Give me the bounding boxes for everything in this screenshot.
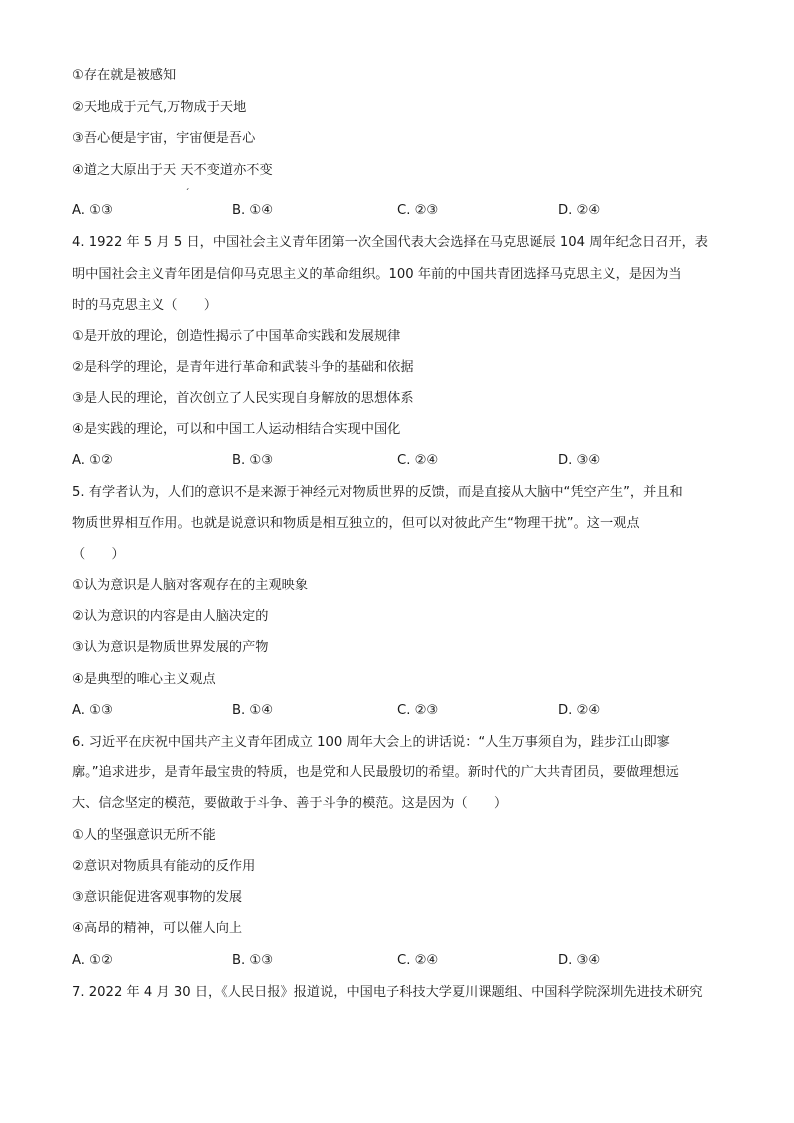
q6-stem-line-1: 6. 习近平在庆祝中国共产主义青年团成立 100 周年大会上的讲话说：“人生万事须自为，跬步江山即寥 [72, 735, 670, 750]
q4-option-d: D. ③④ [558, 453, 601, 468]
q4-statement-1: ①是开放的理论，创造性揭示了中国革命实践和发展规律 [72, 329, 401, 344]
q4-stem-line-1: 4. 1922 年 5 月 5 日，中国社会主义青年团第一次全国代表大会选择在马克思诞辰 104 周年纪念日召开，表 [72, 235, 708, 250]
q5-option-a: A. ①③ [72, 703, 113, 718]
q3-stray-mark: ˏ [185, 181, 190, 191]
q5-stem-line-2: 物质世界相互作用。也就是说意识和物质是相互独立的，但可以对彼此产生“物理干扰”。这一观点 [72, 516, 640, 531]
q6-stem-line-2: 廓。”追求进步，是青年最宝贵的特质，也是党和人民最殷切的希望。新时代的广大共青团员，要做理想远 [72, 765, 679, 780]
q4-option-a: A. ①② [72, 453, 113, 468]
q6-statement-2: ②意识对物质具有能动的反作用 [72, 859, 256, 874]
q3-statement-3: ③吾心便是宇宙，宇宙便是吾心 [72, 131, 256, 146]
q5-statement-2: ②认为意识的内容是由人脑决定的 [72, 609, 269, 624]
q6-statement-3: ③意识能促进客观事物的发展 [72, 890, 243, 905]
q4-stem-line-2: 明中国社会主义青年团是信仰马克思主义的革命组织。100 年前的中国共青团选择马克思主义，是因为当 [72, 267, 682, 282]
q4-statement-2: ②是科学的理论，是青年进行革命和武装斗争的基础和依据 [72, 360, 414, 375]
q3-statement-4: ④道之大原出于天 天不变道亦不变 [72, 163, 273, 178]
q4-option-c: C. ②④ [397, 453, 439, 468]
q5-statement-3: ③认为意识是物质世界发展的产物 [72, 640, 269, 655]
q5-stem-line-1: 5. 有学者认为，人们的意识不是来源于神经元对物质世界的反馈，而是直接从大脑中“凭空产生”，并且和 [72, 485, 683, 500]
q5-option-b: B. ①④ [232, 703, 274, 718]
q7-stem-line-1: 7. 2022 年 4 月 30 日，《人民日报》报道说，中国电子科技大学夏川课题组、中国科学院深圳先进技术研究 [72, 985, 703, 1000]
q5-statement-1: ①认为意识是人脑对客观存在的主观映象 [72, 578, 309, 593]
q3-statement-2: ②天地成于元气,万物成于天地 [72, 100, 247, 115]
q6-stem-line-3: 大、信念坚定的模范，要做敢于斗争、善于斗争的模范。这是因为（ ） [72, 796, 508, 811]
q4-statement-3: ③是人民的理论，首次创立了人民实现自身解放的思想体系 [72, 391, 414, 406]
q3-statement-1: ①存在就是被感知 [72, 68, 177, 83]
q4-option-b: B. ①③ [232, 453, 274, 468]
q6-statement-4: ④高昂的精神，可以催人向上 [72, 921, 243, 936]
q5-stem-line-3: （ ） [72, 547, 125, 562]
q6-option-b: B. ①③ [232, 953, 274, 968]
q5-option-d: D. ②④ [558, 703, 601, 718]
q4-statement-4: ④是实践的理论，可以和中国工人运动相结合实现中国化 [72, 422, 401, 437]
q3-option-c: C. ②③ [397, 203, 439, 218]
q6-option-c: C. ②④ [397, 953, 439, 968]
q3-option-b: B. ①④ [232, 203, 274, 218]
q3-option-a: A. ①③ [72, 203, 113, 218]
q6-option-a: A. ①② [72, 953, 113, 968]
q5-option-c: C. ②③ [397, 703, 439, 718]
q4-stem-line-3: 时的马克思主义（ ） [72, 298, 218, 313]
q6-statement-1: ①人的坚强意识无所不能 [72, 828, 216, 843]
q6-option-d: D. ③④ [558, 953, 601, 968]
q5-statement-4: ④是典型的唯心主义观点 [72, 672, 216, 687]
q3-option-d: D. ②④ [558, 203, 601, 218]
